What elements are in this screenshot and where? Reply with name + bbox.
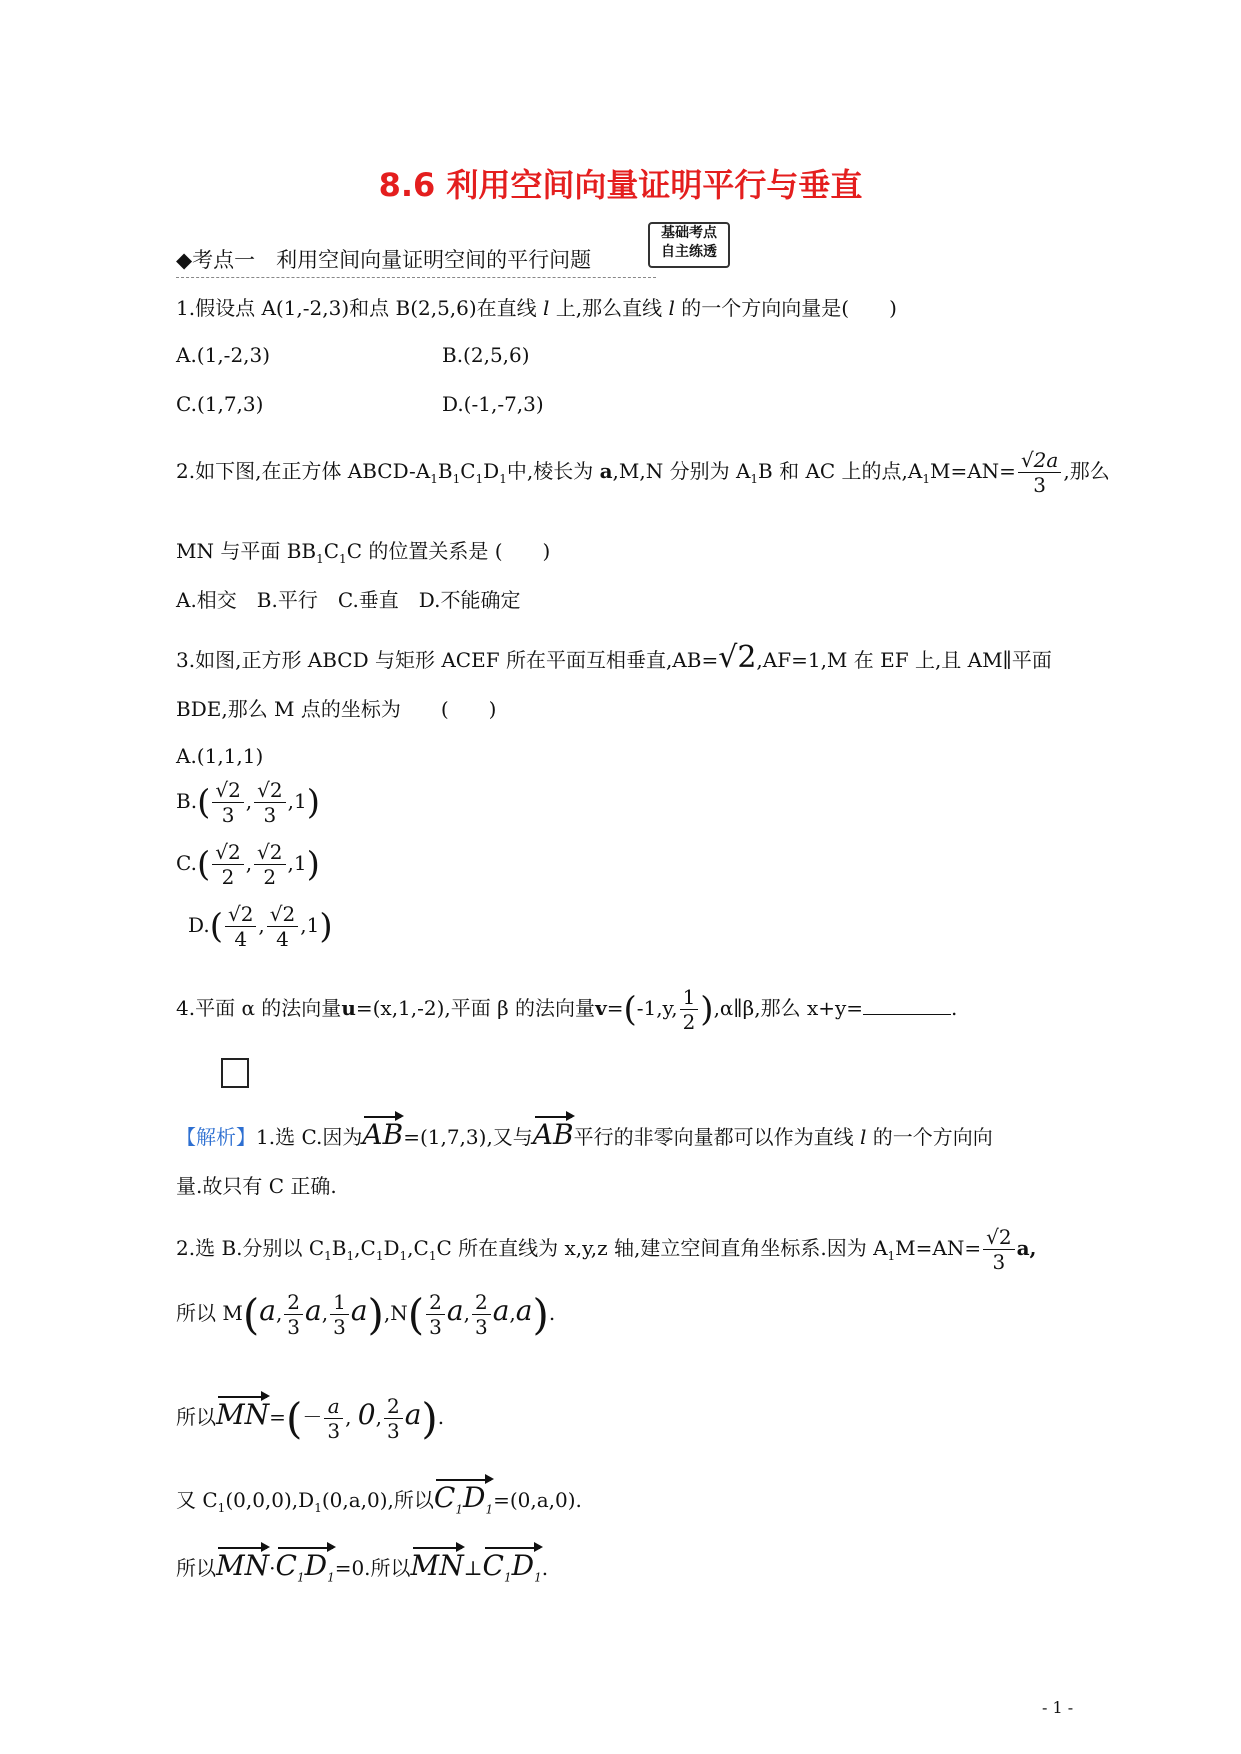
q1-stem: 1.假设点 A(1,-2,3)和点 B(2,5,6)在直线 l 上,那么直线 l 的一个方向向量是( ) [176,296,897,320]
q2-stem: 2.如下图,在正方体 ABCD-$A_1B_1C_1D_1$中,棱长为 a,M,N 分别为 $A_1B$ 和 AC 上的点$,A_1M=AN=$ $\frac{√2a}{3}$ ,那么 [176,448,1110,497]
vector-ab: AB [533,1112,574,1151]
vector-mn: MN [216,1543,269,1582]
section-badge [648,222,730,268]
solution-line-7: 所以$MN\cdot C_1D_1=0$.所以$MN\perp C_1D_1$. [176,1543,548,1585]
topic-heading: ◆考点一 利用空间向量证明空间的平行问题 [176,244,656,278]
q3-option-c: C.( $\frac{√2}{2}$ , $\frac{√2}{2}$ ,1) [176,840,320,889]
q3-stem-line2: BDE,那么 M 点的坐标为 ( ) [176,697,497,721]
vector-c1d1: $C_1D_1$ [434,1475,493,1517]
solution-line-1: 【解析】1.选 C.因为AB=(1,7,3),又与AB平行的非零向量都可以作为直线 l 的一个方向向 [176,1112,993,1151]
q2-fraction: $\frac{√2a}{3}$ [1018,448,1061,497]
vector-ab: AB [362,1112,403,1151]
answer-blank[interactable] [863,996,951,1015]
solution-tag: 【解析】 [176,1125,256,1149]
solution-line-6: 又 $C_1(0,0,0),D_1(0,a,0)$,所以$C_1D_1=(0,a,0)$. [176,1475,582,1517]
solution-line-4: 所以 M(a, $\frac{2}{3}$ a, $\frac{1}{3}$ a),N( $\frac{2}{3}$ a, $\frac{2}{3}$ a,a). [176,1290,556,1339]
page-title: 8.6 利用空间向量证明平行与垂直 [378,166,863,204]
q1-option-b: B.(2,5,6) [442,343,530,367]
solution-line-3: 2.选 B.分别以 $C_1B_1,C_1D_1,C_1C$ 所在直线为 x,y,z 轴,建立空间直角坐标系.因为 $A_1M=AN=$ $\frac{√2}{3}$ a, [176,1225,1037,1274]
page-number: - 1 - [1042,1698,1074,1717]
q2-stem-line2: MN 与平面 $BB_1C_1C$ 的位置关系是 ( ) [176,539,551,566]
q3-option-d: D.( $\frac{√2}{4}$ , $\frac{√2}{4}$ ,1) [188,902,333,951]
q3-option-a: A.(1,1,1) [176,744,264,768]
q3-stem: 3.如图,正方形 ABCD 与矩形 ACEF 所在平面互相垂直,AB=√2,AF=1,M 在 EF 上,且 AM∥平面 [176,640,1052,675]
vector-c1d1: $C_1D_1$ [276,1543,335,1585]
vector-mn: MN [411,1543,464,1582]
solution-line-2: 量.故只有 C 正确. [176,1174,337,1198]
q1-option-c: C.(1,7,3) [176,392,264,416]
vector-mn: MN [216,1392,269,1431]
q4-stem: 4.平面 α 的法向量u=(x,1,-2),平面 β 的法向量v=(-1,y, $\frac{1}{2}$ ),α∥β,那么 x+y= . [176,985,958,1034]
q1-option-d: D.(-1,-7,3) [442,392,544,416]
q3-option-b: B.( $\frac{√2}{3}$ , $\frac{√2}{3}$ ,1) [176,778,320,827]
solution-line-5: 所以MN=(－ $\frac{a}{3}$ , 0, $\frac{2}{3}$ a). [176,1394,445,1443]
q1-option-a: A.(1,-2,3) [176,343,271,367]
vector-c1d1: $C_1D_1$ [483,1543,542,1585]
badge-line-1: 基础考点 [661,225,717,241]
answer-box [221,1058,249,1088]
q2-options: A.相交 B.平行 C.垂直 D.不能确定 [176,588,521,612]
badge-line-2: 自主练透 [661,244,717,260]
